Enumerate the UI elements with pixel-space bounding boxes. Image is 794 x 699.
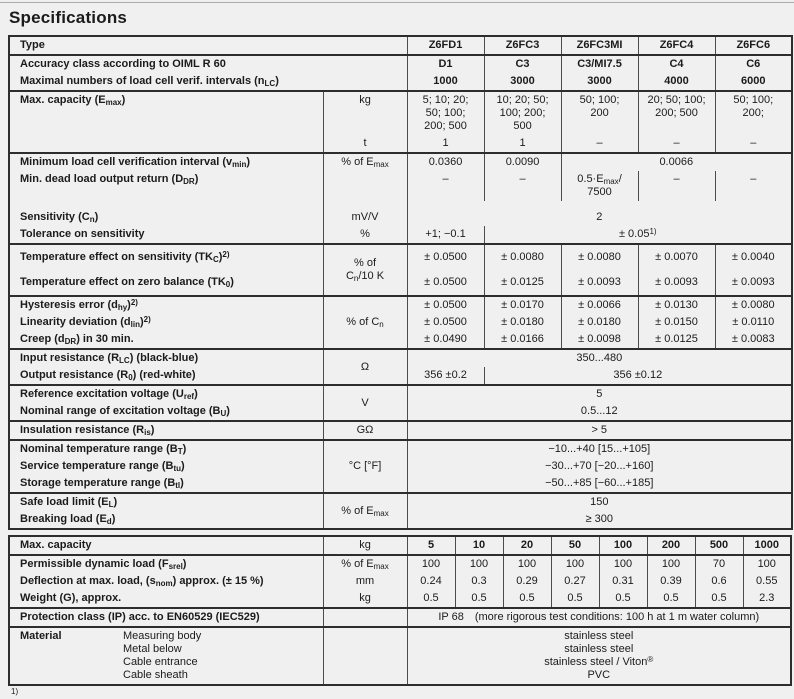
unit-cell: kg [323,536,407,555]
value-cell: ± 0.0500 [407,244,484,270]
unit-cell: % [323,226,407,244]
label-cell: Creep $(d_{DR})$ in 30 min. [20,333,134,346]
value-cell: ± 0.0490 [407,331,484,349]
value-cell: −10...+40 [15...+105] [407,440,792,458]
label-cell [9,627,323,685]
spec-table-capacity [8,535,792,686]
material-label: Material [20,630,62,642]
table-row [9,627,791,685]
value-cell: ± 0.0500 [407,296,484,314]
value-cell: ± 0.0166 [484,331,561,349]
unit-cell: kg [323,91,407,135]
value-cell: ± 0.0040 [715,244,792,270]
unit-cell [323,171,407,201]
value-cell: 20 [503,536,551,555]
value-cell: – [638,171,715,201]
unit-cell: % of $E_{max}$ [323,153,407,171]
value-cell: C4 [638,55,715,73]
value-cell: ≥ 300 [407,511,792,529]
value-cell: ± 0.0180 [561,314,638,331]
value-cell: 0.5 [503,590,551,608]
value-cell: Z6FD1 [407,36,484,55]
value-cell: 0.55 [743,573,791,590]
value-cell: 6000 [715,73,792,91]
value-cell: 0.29 [503,573,551,590]
value-cell: 1000 [743,536,791,555]
unit-cell: °C [°F] [323,440,407,493]
value-cell: ± 0.0093 [715,270,792,296]
value-cell: Z6FC3MI [561,36,638,55]
value-cell: 350...480 [407,349,792,367]
value-cell: 1000 [407,73,484,91]
value-cell: 2 [407,201,792,226]
unit-cell: % of $E_{max}$ [323,555,407,573]
value-cell: 1 [407,135,484,153]
table-row [9,226,792,244]
value-cell: 3000 [561,73,638,91]
table-row [9,55,792,73]
value-cell: 100 [647,555,695,573]
value-cell: – [715,171,792,201]
unit-cell [323,627,407,685]
label-cell: Safe load limit $(E_L)$ [9,493,323,511]
spec-table-main [8,35,793,530]
label-cell: Hysteresis error $(d_{hy})^{2)}$ [9,296,323,314]
value-cell: ± 0.0093 [638,270,715,296]
value-cell: 3000 [484,73,561,91]
label-cell: Temperature effect on zero balance $(TK_0)$ [20,276,234,289]
table-row [9,201,792,226]
table-row [9,153,792,171]
value-cell: 1 [484,135,561,153]
value-cell: ± 0.0098 [561,331,638,349]
table-row [9,536,791,555]
value-cell: – [638,135,715,153]
unit-cell: % of $E_{max}$ [323,493,407,529]
label-cell: Type [9,36,407,55]
label-cell: Maximal numbers of load cell verif. intervals $(n_{LC})$ [20,75,279,88]
page-top-rule [0,2,794,3]
value-cell: 0.0360 [407,153,484,171]
value-cell: ± 0.0130 [638,296,715,314]
value-cell: 100 [503,555,551,573]
value-cell: – [561,135,638,153]
label-cell: Storage temperature range $(B_{tl})$ [20,477,184,490]
value-cell: 0.24 [407,573,455,590]
spec-page [0,8,794,699]
table-row [9,36,792,55]
value-cell: ± 0.0080 [561,244,638,270]
table-row [9,73,792,91]
value-cell: ± 0.0500 [407,270,484,296]
value-cell: 0.5 [455,590,503,608]
value-cell: 5 [407,536,455,555]
value-cell: 150 [407,493,792,511]
value-cell: Z6FC4 [638,36,715,55]
label-cell: Service temperature range $(B_{tu})$ [20,460,185,473]
value-cell: 500 [695,536,743,555]
value-cell: D1 [407,55,484,73]
value-cell: 100 [599,536,647,555]
unit-cell: mV/V [323,201,407,226]
value-cell: IP 68 (more rigorous test conditions: 100 h at 1 m water column) [407,608,791,627]
spec-table-capacity-body [9,536,791,685]
label-cell: Minimum load cell verification interval $(v_{min})$ [9,153,323,171]
label-cell: Max. capacity $(E_{max})$ [9,91,323,135]
value-cell: ± $0.05^{1)}$ [484,226,792,244]
value-cell: ± 0.0500 [407,314,484,331]
label-cell: Linearity deviation $(d_{lin})^{2)}$ [20,315,151,329]
label-cell: Breaking load $(E_d)$ [20,513,116,526]
table-row [9,171,792,201]
value-cell: ± 0.0070 [638,244,715,270]
value-cell: 5; 10; 20; 50; 100; 200; 500 [407,91,484,135]
label-cell: Output resistance $(R_0)$ (red-white) [20,369,196,382]
value-cell: > 5 [407,421,792,440]
value-cell: 0.5 [407,590,455,608]
value-cell: 50 [551,536,599,555]
label-cell: Permissible dynamic load $(F_{srel})$ [9,555,323,573]
label-cell: Weight (G), approx. [20,592,122,604]
value-cell: ± 0.0080 [484,244,561,270]
label-cell: Temperature effect on sensitivity $(TK_C)^{2)}$ [9,244,323,270]
unit-cell: V [323,385,407,421]
table-row [9,91,792,135]
value-cell: C3/MI7.5 [561,55,638,73]
value-cell: 0.5 [647,590,695,608]
material-item-list: Measuring body Metal below Cable entrance Cable sheath [123,630,202,681]
page-title: Specifications [9,8,128,27]
unit-cell: GΩ [323,421,407,440]
value-cell: −50...+85 [−60...+185] [407,475,792,493]
value-cell: −30...+70 [−20...+160] [407,458,792,475]
unit-cell: mm [323,573,407,590]
table-row [9,573,791,590]
value-cell: 0.0090 [484,153,561,171]
value-cell: ± 0.0125 [484,270,561,296]
value-cell: 356 ±0.2 [407,367,484,385]
table-row [9,555,791,573]
value-cell: $0.5\cdot E_{max}/$ 7500 [561,171,638,201]
value-cell: ± 0.0093 [561,270,638,296]
value-cell: 0.31 [599,573,647,590]
value-cell: Z6FC6 [715,36,792,55]
value-cell: ± 0.0150 [638,314,715,331]
value-cell: 20; 50; 100; 200; 500 [638,91,715,135]
value-cell: ± 0.0110 [715,314,792,331]
unit-cell: kg [323,590,407,608]
footnote-sup: 1) [11,687,19,696]
label-cell: Deflection at max. load, $(s_{nom})$ approx. (± 15 %) [20,575,264,588]
value-cell: 200 [647,536,695,555]
label-cell: Nominal range of excitation voltage $(B_U)$ [20,405,230,418]
value-cell: 50; 100; 200; [715,91,792,135]
value-cell: 0.0066 [561,153,792,171]
label-cell: Max. capacity [9,536,323,555]
value-cell: ± 0.0066 [561,296,638,314]
table-row [9,608,791,627]
table-row [9,493,792,511]
label-cell: Input resistance $(R_{LC})$ (black-blue) [9,349,323,367]
table-row [9,349,792,367]
table-row [9,244,792,270]
table-row [9,296,792,314]
value-cell: 0.5 [599,590,647,608]
label-cell: Accuracy class according to OIML R 60 [9,55,407,73]
value-cell: 100 [743,555,791,573]
value-cell: 50; 100; 200 [561,91,638,135]
value-cell: 100 [551,555,599,573]
value-cell: 0.5 [695,590,743,608]
value-cell: 100 [407,555,455,573]
value-cell: 0.6 [695,573,743,590]
unit-cell [323,608,407,627]
label-cell: Nominal temperature range $(B_T)$ [9,440,323,458]
value-cell: 356 ±0.12 [484,367,792,385]
label-cell: Sensitivity $(C_n)$ [20,211,99,224]
unit-cell: Ω [323,349,407,385]
table-row [9,421,792,440]
value-cell: 2.3 [743,590,791,608]
value-cell: 0.27 [551,573,599,590]
value-cell: 0.5...12 [407,403,792,421]
value-cell: ± 0.0083 [715,331,792,349]
value-cell: 0.3 [455,573,503,590]
value-cell: 10 [455,536,503,555]
label-cell: Insulation resistance $(R_{is})$ [9,421,323,440]
value-cell: – [484,171,561,201]
value-cell: C3 [484,55,561,73]
table-row [9,385,792,403]
value-cell: ± 0.0170 [484,296,561,314]
value-cell: 10; 20; 50; 100; 200; 500 [484,91,561,135]
value-cell: 5 [407,385,792,403]
spec-table-main-body [9,36,792,529]
value-cell: stainless steel stainless steel stainless steel / Viton® PVC [407,627,791,685]
label-cell [9,135,323,153]
label-cell: Min. dead load output return $(D_{DR})$ [20,173,199,186]
label-cell: Reference excitation voltage $(U_{ref})$ [9,385,323,403]
value-cell: – [715,135,792,153]
value-cell: – [407,171,484,201]
label-cell: Protection class (IP) acc. to EN60529 (IEC529) [9,608,323,627]
value-cell: ± 0.0125 [638,331,715,349]
value-cell: 100 [599,555,647,573]
value-cell: 4000 [638,73,715,91]
value-cell: ± 0.0180 [484,314,561,331]
value-cell: +1; −0.1 [407,226,484,244]
value-cell: 100 [455,555,503,573]
unit-cell: % of $C_n/10$ K [323,244,407,296]
unit-cell: t [323,135,407,153]
value-cell: 0.39 [647,573,695,590]
value-cell: C6 [715,55,792,73]
value-cell: 0.5 [551,590,599,608]
unit-cell: % of $C_n$ [323,296,407,349]
table-row [9,135,792,153]
value-cell: ± 0.0080 [715,296,792,314]
label-cell: Tolerance on sensitivity [20,228,145,240]
value-cell: Z6FC3 [484,36,561,55]
table-row [9,590,791,608]
footnote-marker [11,688,791,699]
value-cell: 70 [695,555,743,573]
table-row [9,440,792,458]
